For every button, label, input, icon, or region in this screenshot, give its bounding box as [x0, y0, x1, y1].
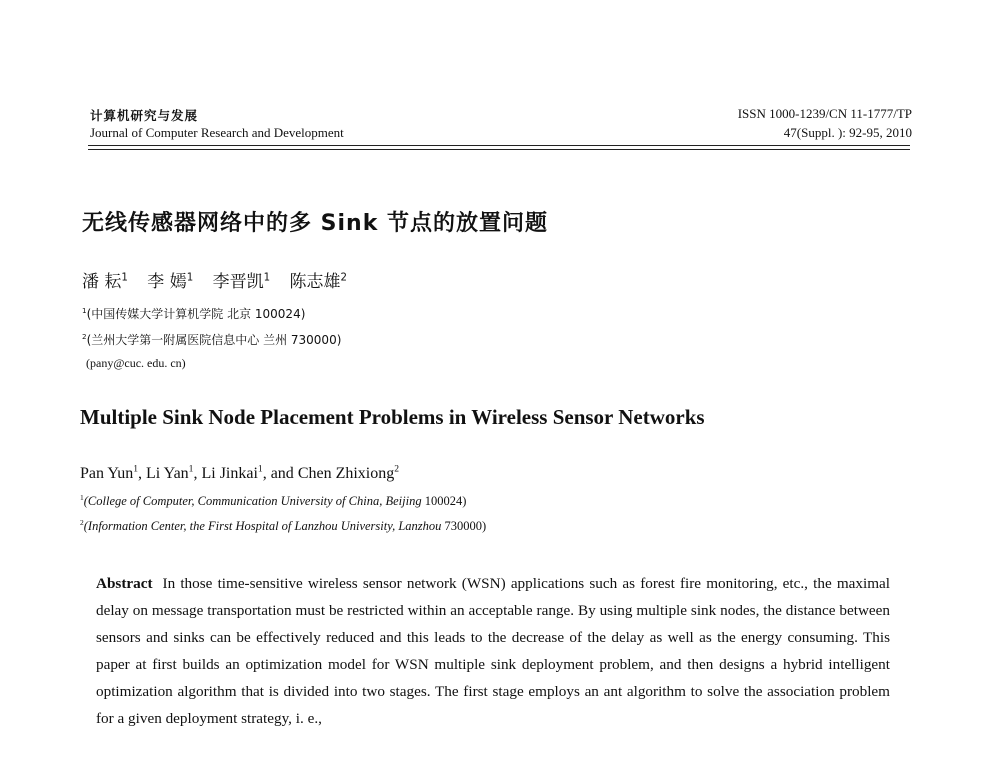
- author-cn: 陈志雄$^2$: [289, 272, 347, 292]
- author-en: Li Yan$^1$: [145, 463, 194, 482]
- paper-title-en: Multiple Sink Node Placement Problems in Wireless Sensor Networks: [80, 405, 705, 429]
- header-rule-top: [88, 145, 910, 146]
- journal-name-en: Journal of Computer Research and Development: [90, 125, 344, 140]
- affiliation-en: $^1$(College of Computer, Communication University of China, Beijing 100024): [80, 492, 467, 508]
- affiliation-en: $^2$(Information Center, the First Hospital of Lanzhou University, Lanzhou 730000): [80, 517, 487, 533]
- authors-cn: [82, 267, 361, 292]
- journal-name-cn: 计算机研究与发展: [90, 108, 199, 123]
- author-cn: 潘 耘$^1$: [82, 272, 128, 292]
- paper-title-cn: 无线传感器网络中的多 Sink 节点的放置问题: [82, 211, 548, 236]
- authors-en: Pan Yun$^1$, Li Yan$^1$, Li Jinkai$^1$, and Chen Zhixiong$^2$: [80, 463, 400, 482]
- author-cn: 李晋凯$^1$: [212, 272, 271, 292]
- affiliation-cn: $^1$(中国传媒大学计算机学院 北京 100024): [82, 306, 306, 321]
- abstract-text: In those time-sensitive wireless sensor network (WSN) applications such as forest fire monitoring, etc., the maximal delay on message transportation must be restricted within an acceptable range. By using multiple sink nodes, the distance between sensors and sinks can be effectively reduced and this leads to the decrease of the delay as well as the energy consuming. This paper at first builds an optimization model for WSN multiple sink deployment problem, and then designs a hybrid intelligent optimization algorithm that is divided into two stages. The first stage employs an ant algorithm to solve the association problem for a given deployment strategy, i. e.,: [96, 575, 890, 727]
- author-en: Li Jinkai$^1$: [201, 463, 263, 482]
- abstract: [96, 570, 890, 732]
- header-rule-bottom: [88, 149, 910, 150]
- issn-line: ISSN 1000-1239/CN 11-1777/TP: [737, 106, 912, 121]
- author-en: Pan Yun$^1$: [80, 463, 138, 482]
- author-cn: 李 嫣$^1$: [147, 272, 194, 292]
- contact-email: (pany@cuc. edu. cn): [86, 356, 186, 370]
- abstract-label: Abstract: [96, 575, 153, 592]
- author-en: Chen Zhixiong$^2$: [297, 463, 400, 482]
- affiliation-cn: $^2$(兰州大学第一附属医院信息中心 兰州 730000): [82, 332, 342, 347]
- volume-pages-line: 47(Suppl. ): 92-95, 2010: [783, 125, 912, 140]
